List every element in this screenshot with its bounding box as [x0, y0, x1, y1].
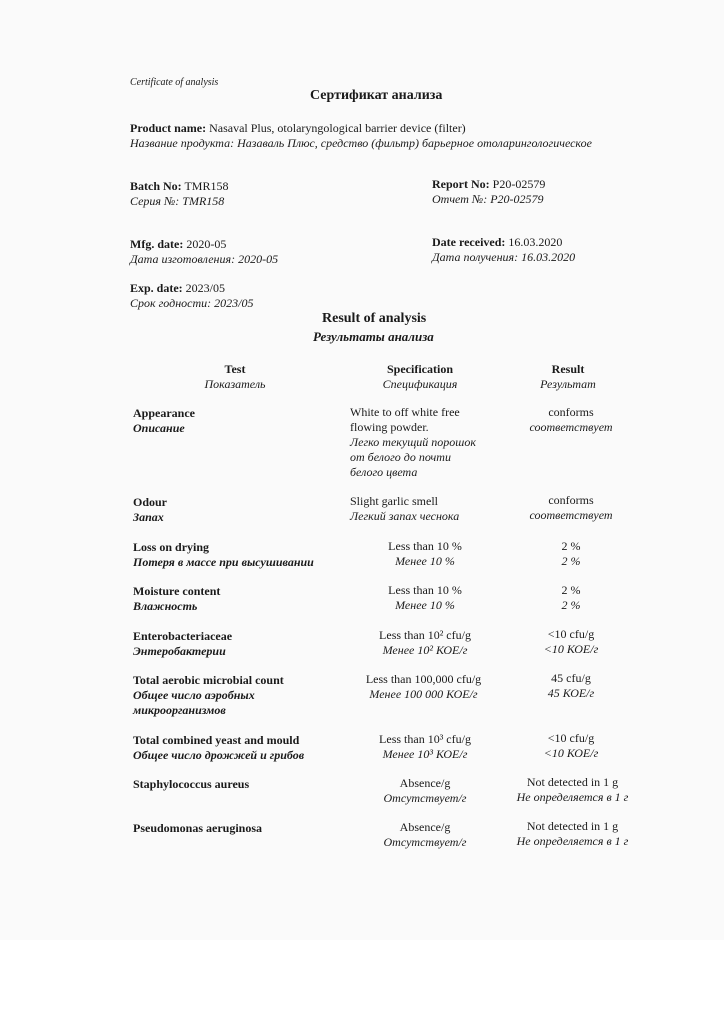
- mfg-date-ru: Дата изготовления: 2020-05: [130, 252, 279, 266]
- spec-line-ru: Менее 10 %: [395, 554, 455, 568]
- spec-line-ru: Отсутствует/г: [383, 791, 467, 805]
- spec-line-ru: белого цвета: [350, 465, 418, 479]
- table-row-appearance-test: [133, 406, 353, 436]
- result-value-ru: 2 %: [561, 598, 581, 612]
- exp-date: [130, 281, 225, 296]
- result-value: 2 %: [561, 539, 581, 553]
- result-value-ru: соответствует: [529, 420, 613, 434]
- report-number-ru: Отчет №: P20-02579: [432, 192, 544, 206]
- table-row-enterobacteriaceae-test: [133, 629, 353, 659]
- batch-value: TMR158: [184, 179, 229, 193]
- result-value-ru: 2 %: [561, 554, 581, 568]
- result-value: 45 cfu/g: [551, 671, 591, 685]
- date-received-ru: Дата получения: 16.03.2020: [432, 250, 576, 264]
- result-value: 2 %: [561, 583, 581, 597]
- exp-date-ru: Срок годности: 2023/05: [130, 296, 254, 310]
- table-row-tymc-test: [133, 733, 348, 763]
- spec-line: Slight garlic smell: [350, 494, 438, 508]
- test-name: Pseudomonas aeruginosa: [133, 821, 263, 835]
- table-row-appearance-result: [506, 405, 636, 435]
- table-row-enterobacteriaceae-spec: [350, 628, 500, 658]
- test-name-ru: Общее число аэробных микроорганизмов: [133, 688, 255, 717]
- test-name: Staphylococcus aureus: [133, 777, 250, 791]
- document-title: Сертификат анализа: [310, 88, 443, 103]
- col-header-result-ru: Результат: [540, 377, 596, 391]
- test-name: Appearance: [133, 406, 195, 420]
- table-row-moisture-test: [133, 584, 353, 614]
- result-value: Not detected in 1 g: [526, 819, 619, 833]
- results-title: Result of analysis: [322, 311, 427, 326]
- table-row-odour-test: [133, 495, 353, 525]
- result-value-ru: 45 КОЕ/г: [547, 686, 595, 700]
- batch-label: Batch No:: [130, 179, 182, 193]
- table-row-moisture-spec: [350, 583, 500, 613]
- result-value-ru: Не определяется в 1 г: [516, 790, 629, 804]
- test-name: Total combined yeast and mould: [133, 733, 300, 747]
- exp-value: 2023/05: [185, 281, 226, 295]
- table-row-tamc-result: [506, 671, 636, 701]
- table-row-loss-on-drying-test: [133, 540, 353, 570]
- batch-number: [130, 179, 228, 194]
- test-name-ru: Запах: [133, 510, 164, 524]
- received-value: 16.03.2020: [508, 235, 563, 249]
- page-bottom-margin: [0, 940, 724, 1024]
- table-row-loss-on-drying-spec: [350, 539, 500, 569]
- table-row-tamc-test: [133, 673, 343, 718]
- report-number: [432, 177, 545, 192]
- table-row-staph-test: [133, 777, 353, 792]
- exp-label: Exp. date:: [130, 281, 183, 295]
- table-row-staph-spec: [350, 776, 500, 806]
- table-row-appearance-spec: [350, 405, 500, 480]
- result-value-ru: Не определяется в 1 г: [516, 834, 629, 848]
- spec-line-ru: Отсутствует/г: [383, 835, 467, 849]
- test-name: Enterobacteriaceae: [133, 629, 233, 643]
- result-value: <10 cfu/g: [547, 627, 595, 641]
- date-received: [432, 235, 562, 250]
- test-name-ru: Влажность: [133, 599, 198, 613]
- spec-line-ru: Менее 100 000 КОЕ/г: [369, 687, 478, 701]
- mfg-label: Mfg. date:: [130, 237, 184, 251]
- table-row-loss-on-drying-result: [506, 539, 636, 569]
- table-row-tymc-spec: [350, 732, 500, 762]
- spec-line: Less than 100,000 cfu/g: [365, 672, 482, 686]
- table-row-pseudomonas-test: [133, 821, 353, 836]
- table-row-pseudomonas-spec: [350, 820, 500, 850]
- test-name-ru: Энтеробактерии: [133, 644, 226, 658]
- result-value-ru: <10 КОЕ/г: [543, 746, 599, 760]
- col-header-spec-ru: Спецификация: [382, 377, 458, 391]
- col-header-test-ru: Показатель: [204, 377, 266, 391]
- mfg-date: [130, 237, 226, 252]
- spec-line-ru: Менее 10³ КОЕ/г: [382, 747, 468, 761]
- spec-line-ru: Менее 10 %: [395, 598, 455, 612]
- table-row-tamc-spec: [346, 672, 501, 702]
- spec-line-ru: Менее 10² КОЕ/г: [382, 643, 468, 657]
- results-title-ru: Результаты анализа: [313, 329, 434, 344]
- product-name-value: Nasaval Plus, otolaryngological barrier device (filter): [209, 121, 466, 135]
- col-header-result: Result: [551, 362, 585, 376]
- table-row-odour-result: [506, 493, 636, 523]
- col-header-spec: Specification: [387, 362, 453, 376]
- received-label: Date received:: [432, 235, 506, 249]
- result-value: conforms: [548, 405, 594, 419]
- table-row-odour-spec: [350, 494, 500, 524]
- test-name-ru: Описание: [133, 421, 185, 435]
- spec-line-ru: Легко текущий порошок: [350, 435, 476, 449]
- mfg-value: 2020-05: [186, 237, 227, 251]
- col-header-test: Test: [224, 362, 246, 376]
- table-row-pseudomonas-result: [500, 819, 645, 849]
- table-row-moisture-result: [506, 583, 636, 613]
- spec-line: Less than 10 %: [388, 539, 462, 553]
- spec-line-ru: от белого до почти: [350, 450, 451, 464]
- product-name-label: Product name:: [130, 121, 207, 135]
- product-name-ru: Название продукта: Назаваль Плюс, средство (фильтр) барьерное отоларингологическое: [130, 136, 592, 150]
- spec-line: White to off white free: [350, 405, 460, 419]
- batch-number-ru: Серия №: TMR158: [130, 194, 225, 208]
- test-name-ru: Общее число дрожжей и грибов: [133, 748, 305, 762]
- spec-line: Absence/g: [399, 820, 451, 834]
- test-name: Loss on drying: [133, 540, 210, 554]
- table-row-staph-result: [500, 775, 645, 805]
- spec-line: Less than 10 %: [388, 583, 462, 597]
- result-value: <10 cfu/g: [547, 731, 595, 745]
- report-label: Report No:: [432, 177, 490, 191]
- spec-line: Less than 10² cfu/g: [379, 628, 471, 642]
- result-value: Not detected in 1 g: [526, 775, 619, 789]
- result-value-ru: соответствует: [529, 508, 613, 522]
- spec-line: Absence/g: [399, 776, 451, 790]
- result-value-ru: <10 КОЕ/г: [543, 642, 599, 656]
- product-name: [130, 121, 466, 136]
- report-value: P20-02579: [492, 177, 546, 191]
- test-name: Odour: [133, 495, 168, 509]
- spec-line: Less than 10³ cfu/g: [379, 732, 471, 746]
- spec-line: flowing powder.: [350, 420, 429, 434]
- test-name-ru: Потеря в массе при высушивании: [133, 555, 314, 569]
- test-name: Moisture content: [133, 584, 221, 598]
- spec-line-ru: Легкий запах чеснока: [350, 509, 460, 523]
- table-row-tymc-result: [506, 731, 636, 761]
- header-note: Certificate of analysis: [130, 77, 219, 88]
- test-name: Total aerobic microbial count: [133, 673, 284, 687]
- table-row-enterobacteriaceae-result: [506, 627, 636, 657]
- result-value: conforms: [548, 493, 594, 507]
